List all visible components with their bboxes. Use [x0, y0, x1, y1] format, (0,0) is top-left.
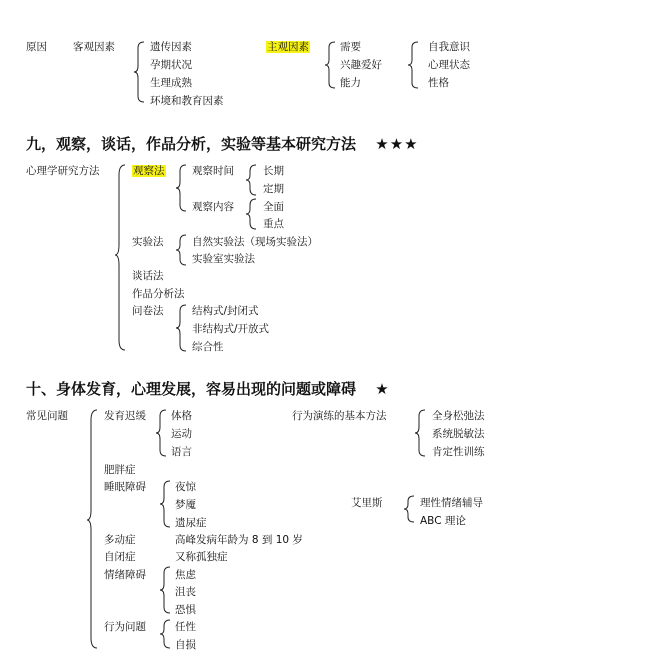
autism-note: 又称孤独症	[175, 551, 228, 563]
obs-time-item: 定期	[263, 183, 284, 195]
label-zhuguan	[266, 40, 310, 54]
emotion-item: 焦虑	[175, 569, 196, 581]
q-item: 综合性	[192, 341, 224, 353]
label-problems-root: 常见问题	[26, 410, 68, 422]
sleep-item: 遗尿症	[175, 517, 207, 529]
brace-delay	[156, 410, 166, 456]
label-talk: 谈话法	[132, 270, 164, 282]
label-keguan: 客观因素	[73, 41, 115, 53]
delay-item: 体格	[171, 410, 192, 422]
brace-keguan	[134, 42, 144, 102]
q-item: 非结构式/开放式	[192, 323, 270, 335]
brace-zhuguan	[325, 42, 335, 88]
label-autism: 自闭症	[104, 551, 136, 563]
label-adhd: 多动症	[104, 534, 136, 546]
delay-item: 语言	[171, 446, 192, 458]
label-works: 作品分析法	[132, 288, 185, 300]
label-obs-time: 观察时间	[192, 165, 234, 177]
training-item: 肯定性训练	[432, 446, 485, 458]
highlight-observe: 观察法	[133, 165, 165, 177]
label-methods-root: 心理学研究方法	[26, 165, 100, 177]
self-item: 自我意识	[428, 41, 470, 53]
brace-emotion	[160, 567, 170, 613]
obs-time-item: 长期	[263, 165, 284, 177]
brace-behavior	[160, 620, 170, 648]
self-item: 性格	[428, 77, 449, 89]
brace-ellis	[404, 496, 414, 522]
exp-item: 实验室实验法	[192, 253, 255, 265]
label-experiment: 实验法	[132, 236, 164, 248]
brace-obs-time	[246, 165, 256, 195]
label-ellis: 艾里斯	[351, 497, 383, 509]
brace-observe	[176, 165, 186, 211]
behavior-item: 任性	[175, 621, 196, 633]
brace-self	[408, 42, 418, 88]
section9-title: 九，观察，谈话，作品分析，实验等基本研究方法	[26, 135, 357, 153]
behavior-item: 自损	[175, 639, 196, 651]
label-training: 行为演练的基本方法	[292, 410, 387, 422]
keguan-item: 孕期状况	[150, 59, 192, 71]
label-questionnaire: 问卷法	[132, 305, 164, 317]
brace-sleep	[160, 481, 170, 527]
delay-item: 运动	[171, 428, 192, 440]
self-item: 心理状态	[428, 59, 470, 71]
emotion-item: 恐惧	[175, 604, 196, 616]
keguan-item: 环境和教育因素	[150, 95, 224, 107]
label-delay: 发育迟缓	[104, 410, 146, 422]
section10-stars: ★	[375, 380, 390, 398]
brace-experiment	[176, 235, 186, 265]
training-item: 全身松弛法	[432, 410, 485, 422]
sleep-item: 夜惊	[175, 481, 196, 493]
keguan-item: 遗传因素	[150, 41, 192, 53]
q-item: 结构式/封闭式	[192, 305, 259, 317]
label-behavior: 行为问题	[104, 621, 146, 633]
label-obesity: 肥胖症	[104, 464, 136, 476]
keguan-item: 生理成熟	[150, 77, 192, 89]
adhd-note: 高峰发病年龄为 8 到 10 岁	[175, 534, 303, 546]
zhuguan-item: 兴趣爱好	[340, 59, 382, 71]
label-obs-content: 观察内容	[192, 201, 234, 213]
brace-obs-content	[246, 199, 256, 229]
training-item: 系统脱敏法	[432, 428, 485, 440]
brace-problems	[87, 410, 97, 648]
zhuguan-item: 需要	[340, 41, 361, 53]
brace-methods	[115, 165, 125, 350]
label-yuanyin: 原因	[26, 41, 47, 53]
brace-training	[415, 410, 425, 456]
label-emotion: 情绪障碍	[104, 569, 146, 581]
sleep-item: 梦魇	[175, 499, 196, 511]
exp-item: 自然实验法（现场实验法）	[192, 236, 318, 248]
brace-questionnaire	[176, 305, 186, 351]
obs-content-item: 重点	[263, 218, 284, 230]
section9-stars: ★★★	[375, 135, 419, 153]
label-observe	[132, 164, 166, 178]
section10-heading	[26, 379, 390, 399]
obs-content-item: 全面	[263, 201, 284, 213]
label-sleep: 睡眠障碍	[104, 481, 146, 493]
ellis-item: ABC 理论	[420, 515, 466, 527]
ellis-item: 理性情绪辅导	[420, 497, 483, 509]
section10-title: 十、身体发育，心理发展，容易出现的问题或障碍	[26, 380, 357, 398]
emotion-item: 沮丧	[175, 586, 196, 598]
highlight-zhuguan: 主观因素	[267, 41, 309, 53]
section9-heading	[26, 134, 419, 154]
zhuguan-item: 能力	[340, 77, 361, 89]
